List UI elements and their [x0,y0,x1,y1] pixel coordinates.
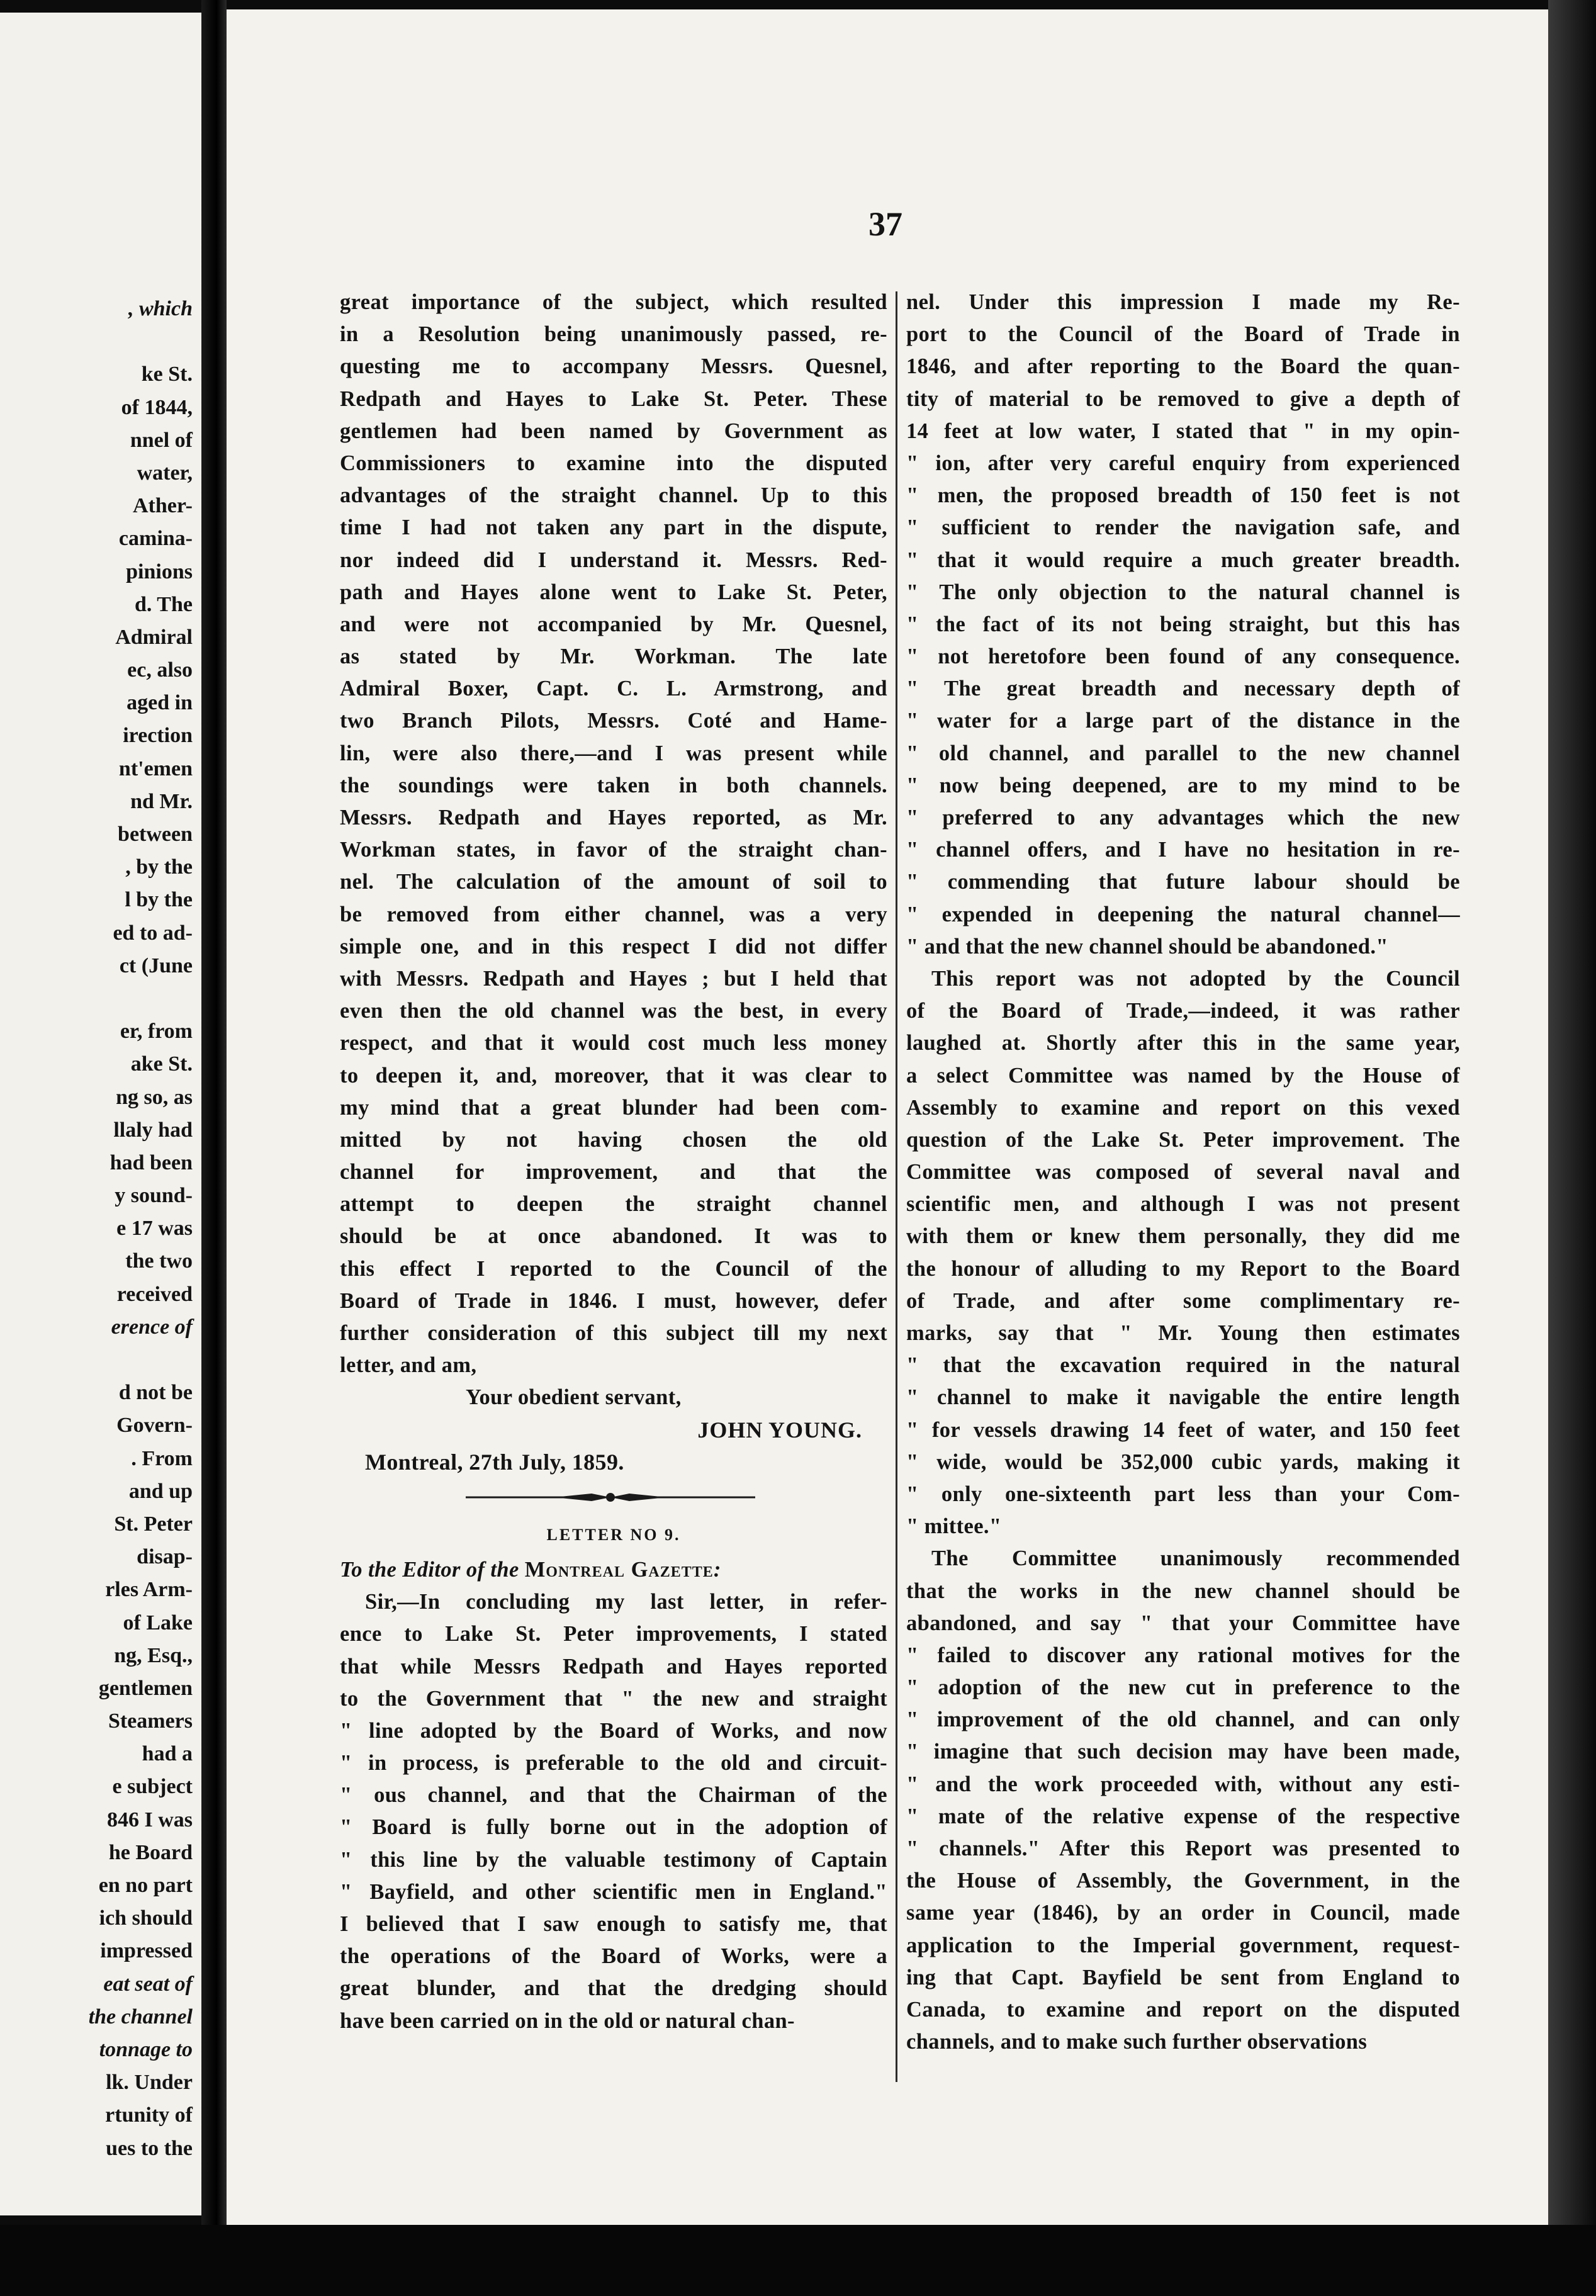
facing-page-line: ec, also [127,658,193,682]
text-line: to deepen it, and, moreover, that it was clear to [340,1063,887,1088]
facing-page-line: rtunity of [105,2103,193,2127]
text-line: the soundings were taken in both channels. [340,773,887,797]
text-line: Board of Trade in 1846. I must, however, defer [340,1288,887,1313]
text-line: scientific men, and although I was not present [906,1192,1460,1217]
facing-page-line: aged in [126,691,193,715]
facing-page-line: of Lake [123,1611,193,1635]
facing-page-line: Admiral [115,625,193,649]
text-line: great blunder, and that the dredging should [340,1976,887,2001]
text-line: " improvement of the old channel, and can only [906,1708,1460,1732]
facing-page-line: between [118,823,193,846]
text-line: nor indeed did I understand it. Messrs. Red- [340,548,887,572]
text-line: ing that Capt. Bayfield be sent from England to [906,1965,1460,1989]
text-line: great importance of the subject, which resulted [340,290,887,314]
left-column [340,286,887,2037]
text-line: Canada, to examine and report on the disputed [906,1997,1460,2022]
text-line: " mate of the relative expense of the respective [906,1804,1460,1828]
text-line: in a Resolution being unanimously passed, re- [340,322,887,347]
text-line: mitted by not having chosen the old [340,1127,887,1152]
facing-page-line: the channel [88,2005,193,2029]
facing-page-line: er, from [120,1020,193,1044]
text-line: with them or knew them personally, they did me [906,1224,1460,1249]
text-line: Messrs. Redpath and Hayes reported, as Mr. [340,806,887,830]
text-line: channels, and to make such further observations [906,2030,1368,2054]
salutation [340,1554,887,1586]
salutation-prefix: To the Editor of the [340,1557,519,1582]
facing-page-line: had been [110,1151,193,1174]
facing-page-line: , which [128,297,193,320]
paragraph-continued [340,286,887,1382]
text-line: nel. The calculation of the amount of soil to [340,870,887,894]
text-line: Sir,—In concluding my last letter, in refer- [365,1590,887,1614]
facing-page-fragment [0,13,201,2215]
facing-page-line: nnel of [130,428,193,452]
text-line: channel for improvement, and that the [340,1160,887,1185]
text-line: " preferred to any advantages which the new [906,806,1460,830]
text-line: letter, and am, [340,1353,477,1378]
text-line: of the Board of Trade,—indeed, it was rather [906,999,1460,1023]
facing-page-line: erence of [111,1315,193,1339]
text-line: Admiral Boxer, Capt. C. L. Armstrong, and [340,677,887,701]
text-line: abandoned, and say " that your Committee have [906,1611,1460,1635]
ornamental-rule [340,1478,887,1516]
text-line: tity of material to be removed to give a depth of [906,386,1460,411]
paragraph-letter-9 [340,1586,887,2037]
text-line: " Board is fully borne out in the adoption of [340,1815,887,1840]
text-line: two Branch Pilots, Messrs. Coté and Hame- [340,709,887,733]
text-line: Assembly to examine and report on this vexed [906,1095,1460,1120]
text-line: " The great breadth and necessary depth of [906,677,1460,701]
facing-page-line: and up [128,1479,193,1503]
facing-page-line: received [116,1282,193,1306]
text-line: " this line by the valuable testimony of Captain [340,1847,887,1872]
text-line: Committee was composed of several naval and [906,1160,1460,1185]
text-line: laughed at. Shortly after this in the same year, [906,1031,1460,1055]
text-line: " ion, after very careful enquiry from experienced [906,451,1460,475]
text-line: Redpath and Hayes to Lake St. Peter. These [340,386,887,411]
text-line: 14 feet at low water, I stated that " in my opin- [906,419,1460,443]
paragraph-committee [906,963,1460,1543]
text-line: as stated by Mr. Workman. The late [340,644,887,669]
facing-page-line: the two [125,1249,193,1273]
newspaper-name: Montreal Gazette [524,1557,714,1582]
text-line: and were not accompanied by Mr. Quesnel, [340,612,887,636]
text-line: " ous channel, and that the Chairman of the [340,1783,887,1808]
facing-page-line: e 17 was [116,1217,193,1241]
text-line: a select Committee was named by the House of [906,1063,1460,1088]
text-line: attempt to deepen the straight channel [340,1192,887,1217]
text-line: " adoption of the new cut in preference to the [906,1675,1460,1700]
text-line: further consideration of this subject till my next [340,1321,887,1345]
text-line: " channel to make it navigable the entire length [906,1385,1460,1410]
facing-page-line: rles Arm- [105,1578,193,1602]
text-line: questing me to accompany Messrs. Quesnel, [340,354,887,379]
facing-page-line: disap- [137,1545,193,1569]
text-line: to the Government that " the new and straight [340,1686,887,1711]
facing-page-line: St. Peter [114,1512,193,1536]
facing-page-line: ng, Esq., [114,1643,193,1667]
ornament-icon [466,1490,755,1505]
text-line: " channels." After this Report was presented to [906,1837,1460,1860]
text-line: " for vessels drawing 14 feet of water, and 150 feet [906,1417,1460,1442]
text-line: " that it would require a much greater breadth. [906,548,1460,572]
facing-page-line: nt'emen [118,757,193,780]
text-line: " The only objection to the natural channel is [906,580,1460,604]
text-line: " commending that future labour should be [906,870,1460,894]
text-line: this effect I reported to the Council of the [340,1256,887,1281]
signature: JOHN YOUNG. [697,1417,862,1443]
text-line: " that the excavation required in the natural [906,1353,1460,1378]
text-line: question of the Lake St. Peter improvement. The [906,1127,1460,1152]
text-line: the operations of the Board of Works, were a [340,1944,887,1969]
text-line: that the works in the new channel should be [906,1578,1460,1603]
text-line: the honour of alluding to my Report to the Board [906,1256,1460,1281]
facing-page-line: had a [142,1742,193,1766]
facing-page-line: e subject [112,1775,193,1799]
text-line: I believed that I saw enough to satisfy me, that [340,1912,887,1936]
binding-gutter [201,0,227,2296]
paragraph-recommendation [906,1543,1460,2058]
facing-page-line: of 1844, [121,395,193,419]
page-number: 37 [868,205,902,243]
valediction: Your obedient servant, [466,1385,682,1410]
facing-page-line: pinions [126,560,193,583]
facing-page-line: Steamers [108,1709,193,1733]
letter-heading: LETTER NO 9. [546,1525,681,1544]
text-line: the House of Assembly, the Government, in the [906,1869,1460,1893]
text-line: my mind that a great blunder had been com- [340,1095,887,1120]
text-line: " mittee." [906,1514,1002,1539]
text-line: should be at once abandoned. It was to [340,1224,887,1249]
facing-page-line: irection [123,724,193,748]
column-rule [896,291,897,2082]
facing-page-line: Govern- [116,1414,193,1438]
facing-page-line: l by the [125,888,193,912]
facing-page-line: Ather- [132,494,193,518]
text-line: The Committee unanimously recommended [931,1546,1460,1571]
text-line: " water for a large part of the distance in the [906,709,1460,733]
text-line: Workman states, in favor of the straight chan- [340,838,887,862]
book-page [227,9,1548,2225]
facing-page-line [4,325,193,358]
text-line: marks, say that " Mr. Young then estimates [906,1321,1460,1345]
text-line: ence to Lake St. Peter improvements, I stated [340,1622,887,1646]
facing-page-line: ke St. [141,363,193,386]
text-line: " old channel, and parallel to the new channel [906,741,1460,765]
text-line: even then the old channel was the best, in every [340,999,887,1023]
scan-border [0,2225,1596,2296]
text-line: application to the Imperial government, request- [906,1933,1460,1957]
facing-page-line: tonnage to [99,2037,193,2061]
facing-page-line: , by the [125,855,193,879]
facing-page-line: camina- [118,527,193,551]
right-column [906,286,1460,2058]
facing-page-line: ed to ad- [113,921,193,945]
facing-page-line: ng so, as [116,1085,193,1109]
facing-page-line: d. The [135,592,193,616]
facing-page-line: ake St. [130,1052,193,1076]
text-line: port to the Council of the Board of Trade in [906,322,1460,347]
text-line: " failed to discover any rational motives for the [906,1643,1460,1667]
facing-page-line: ct (June [119,954,193,977]
text-line: be removed from either channel, was a very [340,902,887,926]
facing-page-line: nd Mr. [130,789,193,813]
facing-page-line: llaly had [113,1118,193,1142]
text-line: " channel offers, and I have no hesitation in re- [906,838,1460,862]
facing-page-line: y sound- [115,1184,193,1208]
text-line: Commissioners to examine into the disputed [340,451,887,475]
facing-page-line: . From [131,1446,193,1470]
text-line: have been carried on in the old or natural chan- [340,2008,795,2033]
facing-page-line [4,982,193,1015]
text-line: " only one-sixteenth part less than your Com- [906,1482,1460,1506]
text-line: " not heretofore been found of any consequence. [906,644,1460,669]
paragraph-report [906,286,1460,963]
text-line: simple one, and in this respect I did not differ [340,934,887,959]
text-line: " line adopted by the Board of Works, and now [340,1718,887,1743]
text-line: path and Hayes alone went to Lake St. Peter, [340,580,887,604]
text-line: lin, were also there,—and I was present while [340,741,887,765]
text-line: nel. Under this impression I made my Re- [906,290,1460,314]
text-line: that while Messrs Redpath and Hayes reported [340,1654,887,1679]
text-line: " the fact of its not being straight, but this has [906,612,1460,636]
text-line: " now being deepened, are to my mind to be [906,773,1460,797]
facing-page-line: en no part [98,1874,193,1897]
facing-page-line: ich should [99,1906,193,1930]
text-line: same year (1846), by an order in Council, made [906,1901,1460,1925]
facing-page-line: eat seat of [103,1972,193,1996]
page-edge-shadow [1548,0,1596,2296]
facing-page-line: 846 I was [106,1808,193,1832]
facing-page-line: water, [137,461,193,485]
text-line: respect, and that it would cost much less money [340,1031,887,1055]
facing-page-line: lk. Under [106,2071,193,2095]
text-line: gentlemen had been named by Government as [340,419,887,443]
salutation-colon: : [713,1557,721,1582]
text-line: " sufficient to render the navigation safe, and [906,515,1460,540]
text-line: 1846, and after reporting to the Board the quan- [906,354,1460,379]
text-line: " in process, is preferable to the old and circuit- [340,1751,887,1775]
facing-page-line: he Board [108,1840,193,1864]
facing-page-line [4,1344,193,1376]
text-line: time I had not taken any part in the dispute, [340,515,887,540]
facing-page-line: impressed [100,1939,193,1963]
text-line: " and that the new channel should be abandoned." [906,934,1388,959]
text-line: " Bayfield, and other scientific men in England." [340,1879,887,1904]
facing-page-line: d not be [118,1381,193,1405]
text-line: " expended in deepening the natural channel— [906,902,1460,926]
text-line: with Messrs. Redpath and Hayes ; but I held that [340,966,887,991]
text-line: " and the work proceeded with, without any esti- [906,1772,1460,1796]
text-line: advantages of the straight channel. Up to this [340,483,887,508]
text-line: of Trade, and after some complimentary re- [906,1288,1460,1313]
facing-page-text [4,293,193,2165]
text-line: " men, the proposed breadth of 150 feet is not [906,483,1460,508]
facing-page-line: ues to the [106,2136,193,2160]
text-line: " imagine that such decision may have been made, [906,1740,1460,1764]
text-line: This report was not adopted by the Council [931,966,1460,991]
text-line: " wide, would be 352,000 cubic yards, making it [906,1449,1460,1474]
facing-page-line: gentlemen [98,1676,193,1700]
place-date: Montreal, 27th July, 1859. [365,1449,624,1475]
